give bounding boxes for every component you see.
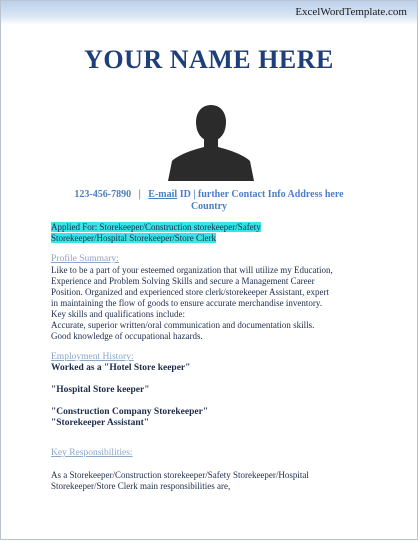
profile-line: Experience and Problem Solving Skills and secure a Management Career (51, 276, 315, 286)
profile-line: Like to be a part of your esteemed organization that will utilize my Education, (51, 265, 333, 275)
applied-for-line-1: Applied For: Storekeeper/Construction storekeeper/Safety (51, 222, 261, 232)
job-entry: "Storekeeper Assistant" (51, 418, 150, 428)
employment-history-heading: Employment History: (51, 352, 134, 362)
separator: | (138, 189, 141, 200)
applied-for-line-2: Storekeeper/Hospital Storekeeper/Store Clerk (51, 233, 216, 243)
phone-number: 123-456-7890 (74, 189, 132, 200)
resume-name: YOUR NAME HERE (84, 45, 334, 74)
profile-line: Position. Organized and experienced store clerk/storekeeper Assistant, expert (51, 287, 329, 297)
job-entry: "Construction Company Storekeeper" (51, 407, 209, 417)
contact-rest: ID | further Contact Info Address here (177, 189, 344, 200)
contact-info (51, 189, 367, 213)
profile-line: in maintaining the flow of goods to ensure accurate merchandise inventory. (51, 298, 323, 308)
email-link[interactable]: E-mail (148, 189, 178, 200)
job-entry: "Hospital Store keeper" (51, 385, 150, 395)
profile-line: Key skills and qualifications include: (51, 309, 185, 319)
profile-line: Good knowledge of occupational hazards. (51, 331, 203, 341)
key-responsibilities-heading: Key Responsibilities: (51, 448, 133, 458)
contact-country: Country (190, 201, 228, 212)
site-watermark: ExcelWordTemplate.com (295, 6, 407, 18)
responsibilities-line: As a Storekeeper/Construction storekeeper/Safety Storekeeper/Hospital (51, 470, 309, 480)
resume-body (51, 222, 371, 492)
profile-line: Accurate, superior written/oral communication and documentation skills. (51, 320, 315, 330)
profile-summary-heading: Profile Summary: (51, 254, 119, 264)
header-band (1, 1, 417, 25)
responsibilities-line: Storekeeper/Store Clerk main responsibilities are, (51, 481, 231, 491)
job-entry: Worked as a "Hotel Store keeper" (51, 363, 191, 373)
person-silhouette-icon (166, 101, 256, 181)
